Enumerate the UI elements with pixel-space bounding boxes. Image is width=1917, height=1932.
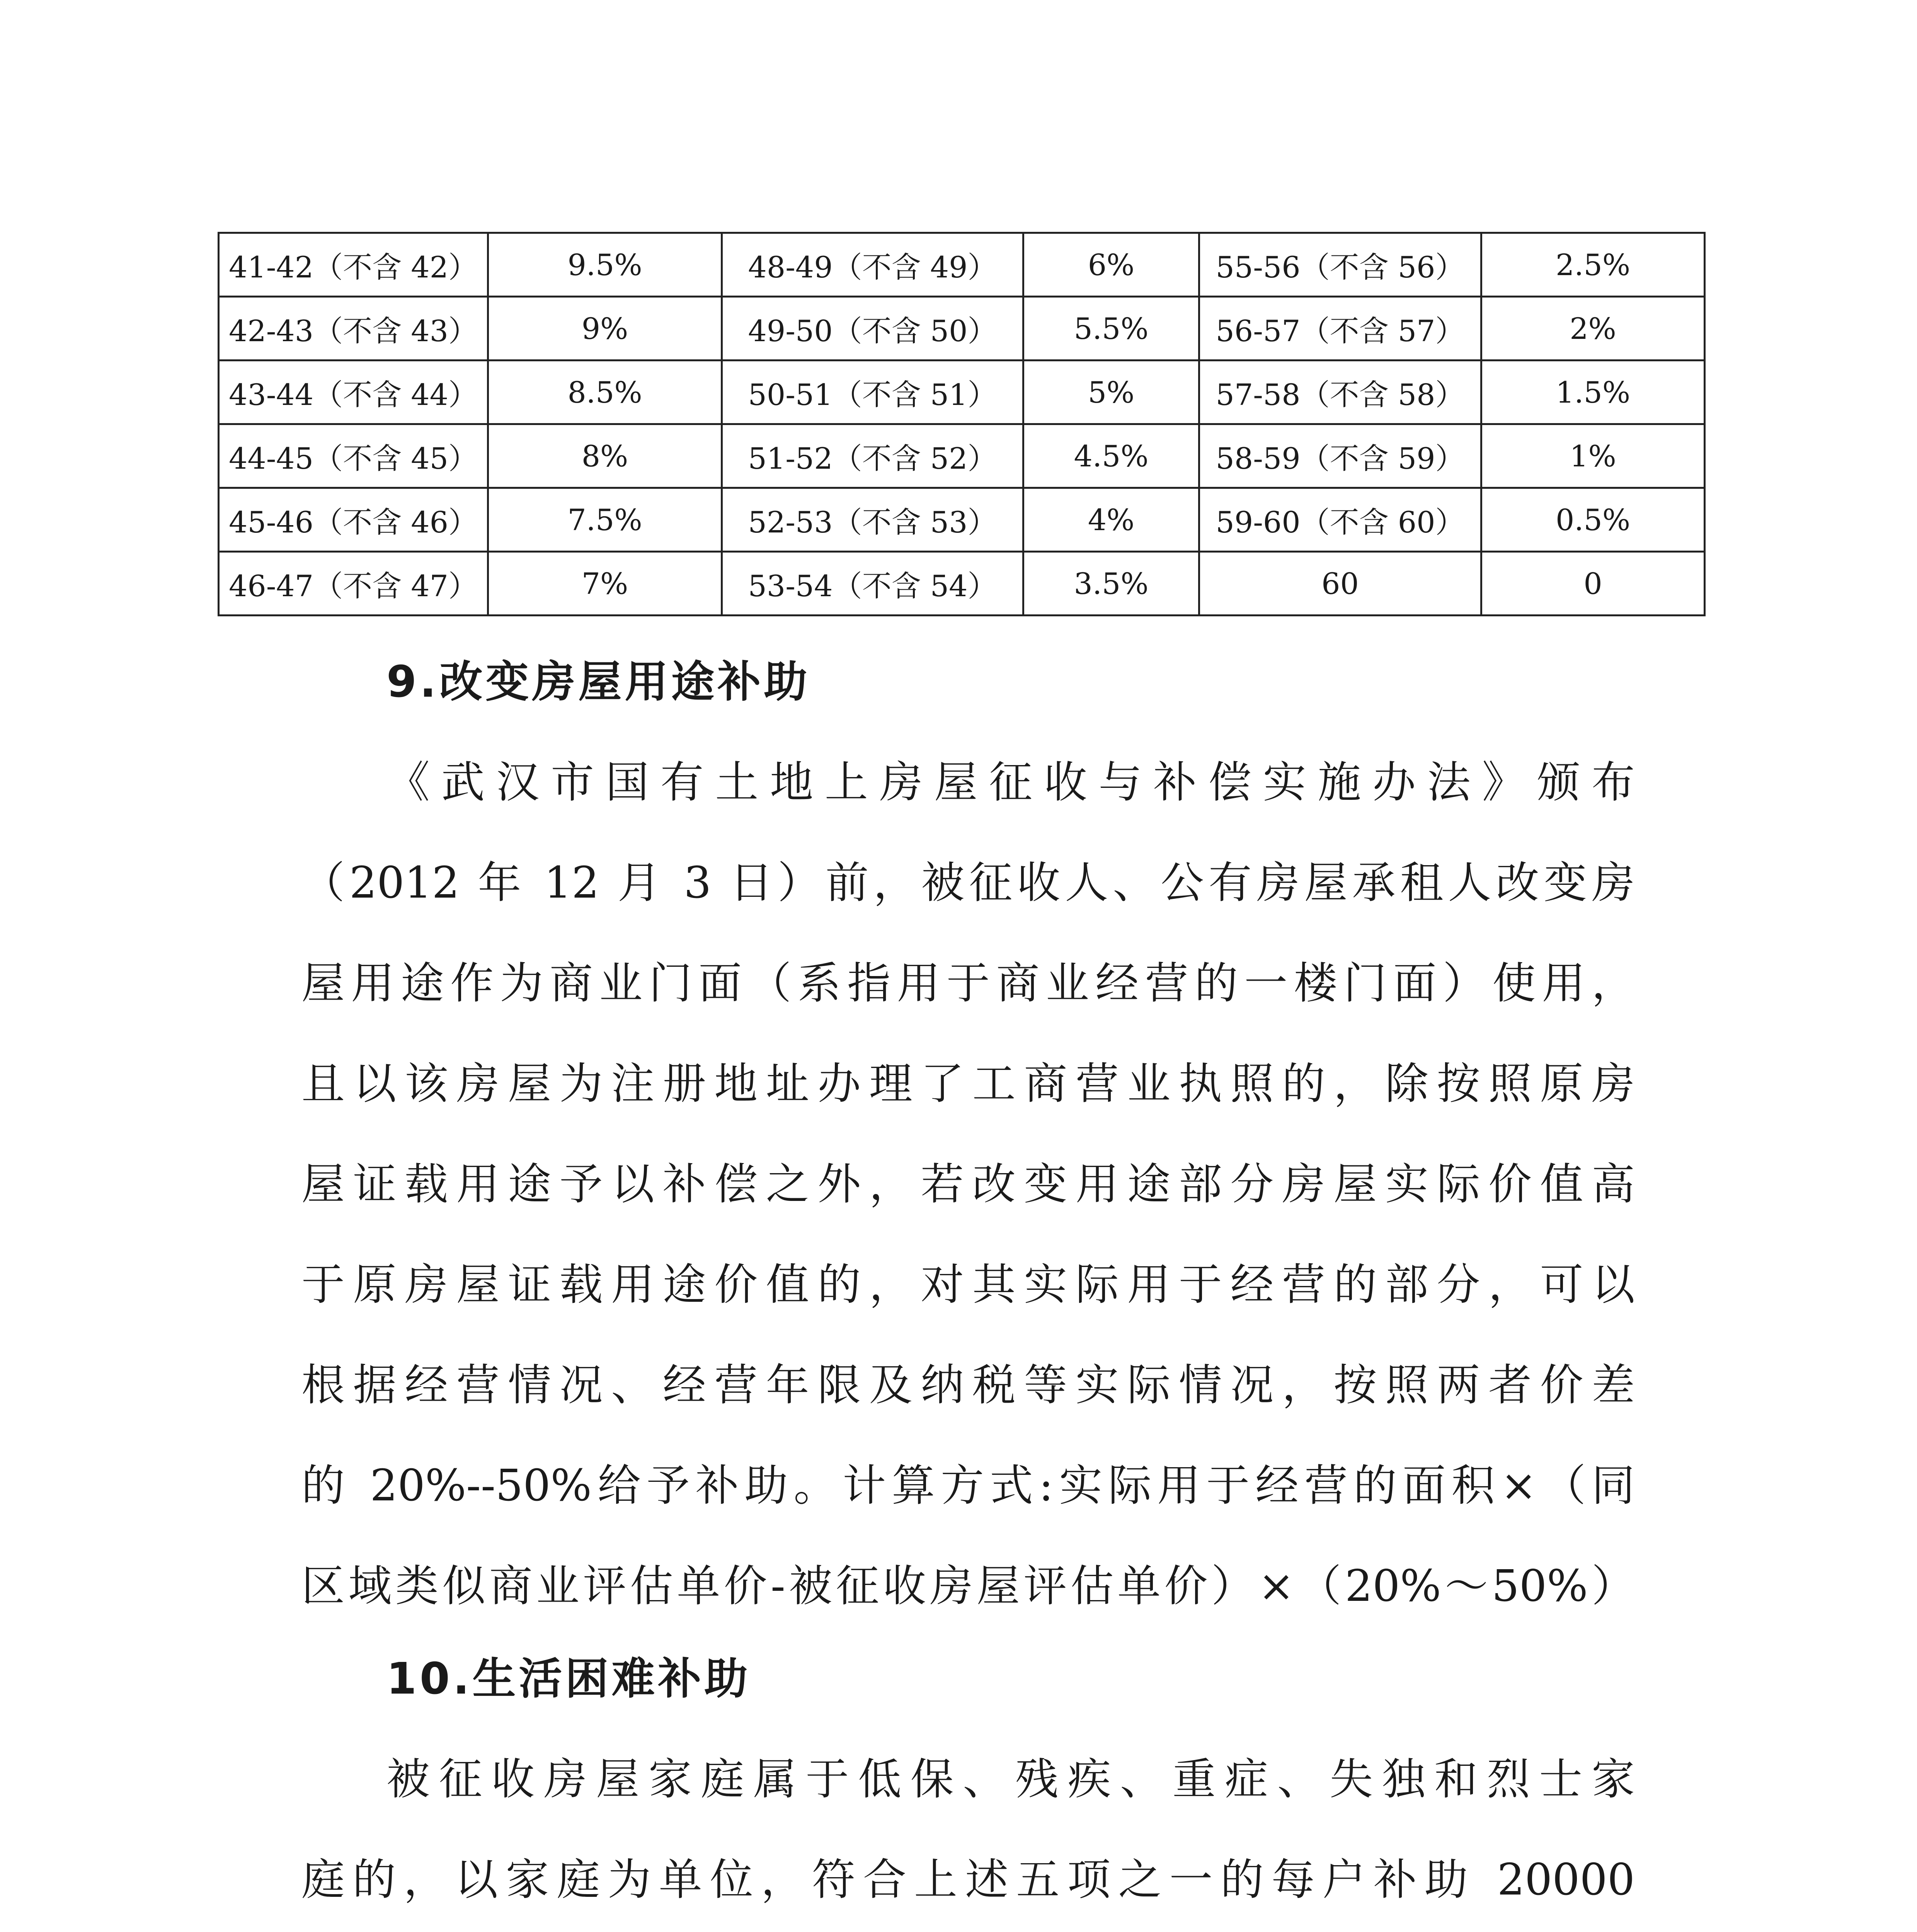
table-cell: 43-44（不含 44） [219,361,488,424]
table-cell: 44-45（不含 45） [219,424,488,488]
table-cell: 9.5% [488,233,722,297]
table-cell: 5% [1023,361,1199,424]
table-cell: 2% [1481,297,1705,361]
table-row [219,297,1705,361]
section-10-line: 庭的，以家庭为单位，符合上述五项之一的每户补助 20000 [301,1855,1635,1905]
table-cell: 4.5% [1023,424,1199,488]
section-10-line: 被征收房屋家庭属于低保、残疾、重症、失独和烈士家 [386,1754,1635,1804]
table-cell: 9% [488,297,722,361]
section-9-heading: 9.改变房屋用途补助 [386,657,810,707]
table-cell: 1% [1481,424,1705,488]
table-cell: 8.5% [488,361,722,424]
table-cell: 3.5% [1023,552,1199,616]
table-row [219,488,1705,552]
table-cell: 41-42（不含 42） [219,233,488,297]
table-cell: 8% [488,424,722,488]
table-cell: 6% [1023,233,1199,297]
table-cell: 48-49（不含 49） [722,233,1023,297]
section-9-line: （2012 年 12 月 3 日）前，被征收人、公有房屋承租人改变房 [301,858,1635,908]
table-cell: 57-58（不含 58） [1199,361,1481,424]
table-cell: 5.5% [1023,297,1199,361]
table-row [219,552,1705,616]
table-row [219,233,1705,297]
table-cell: 60 [1199,552,1481,616]
table-cell: 4% [1023,488,1199,552]
table-cell: 52-53（不含 53） [722,488,1023,552]
table-cell: 0.5% [1481,488,1705,552]
table-cell: 2.5% [1481,233,1705,297]
table-cell: 58-59（不含 59） [1199,424,1481,488]
table-cell: 42-43（不含 43） [219,297,488,361]
table-cell: 45-46（不含 46） [219,488,488,552]
section-9-line: 区域类似商业评估单价-被征收房屋评估单价）×（20%～50%） [301,1561,1635,1611]
table-row [219,361,1705,424]
section-9-line: 《武汉市国有土地上房屋征收与补偿实施办法》颁布 [386,757,1635,808]
table-cell: 56-57（不含 57） [1199,297,1481,361]
table-cell: 50-51（不含 51） [722,361,1023,424]
table-cell: 7.5% [488,488,722,552]
table-cell: 46-47（不含 47） [219,552,488,616]
table-cell: 1.5% [1481,361,1705,424]
table-cell: 53-54（不含 54） [722,552,1023,616]
section-9-line: 且以该房屋为注册地址办理了工商营业执照的，除按照原房 [301,1059,1635,1109]
table-cell: 49-50（不含 50） [722,297,1023,361]
table-cell: 0 [1481,552,1705,616]
section-9-line: 的 20%--50%给予补助。计算方式:实际用于经营的面积×（同 [301,1461,1635,1511]
section-9-line: 于原房屋证载用途价值的，对其实际用于经营的部分，可以 [301,1260,1635,1310]
table-cell: 59-60（不含 60） [1199,488,1481,552]
table-row [219,424,1705,488]
section-9-line: 根据经营情况、经营年限及纳税等实际情况，按照两者价差 [301,1360,1635,1410]
section-10-heading: 10.生活困难补助 [386,1654,751,1704]
compensation-rate-table [218,232,1706,616]
table-cell: 55-56（不含 56） [1199,233,1481,297]
table-cell: 51-52（不含 52） [722,424,1023,488]
table-cell: 7% [488,552,722,616]
section-9-line: 屋证载用途予以补偿之外，若改变用途部分房屋实际价值高 [301,1159,1635,1209]
section-9-line: 屋用途作为商业门面（系指用于商业经营的一楼门面）使用， [301,958,1635,1009]
